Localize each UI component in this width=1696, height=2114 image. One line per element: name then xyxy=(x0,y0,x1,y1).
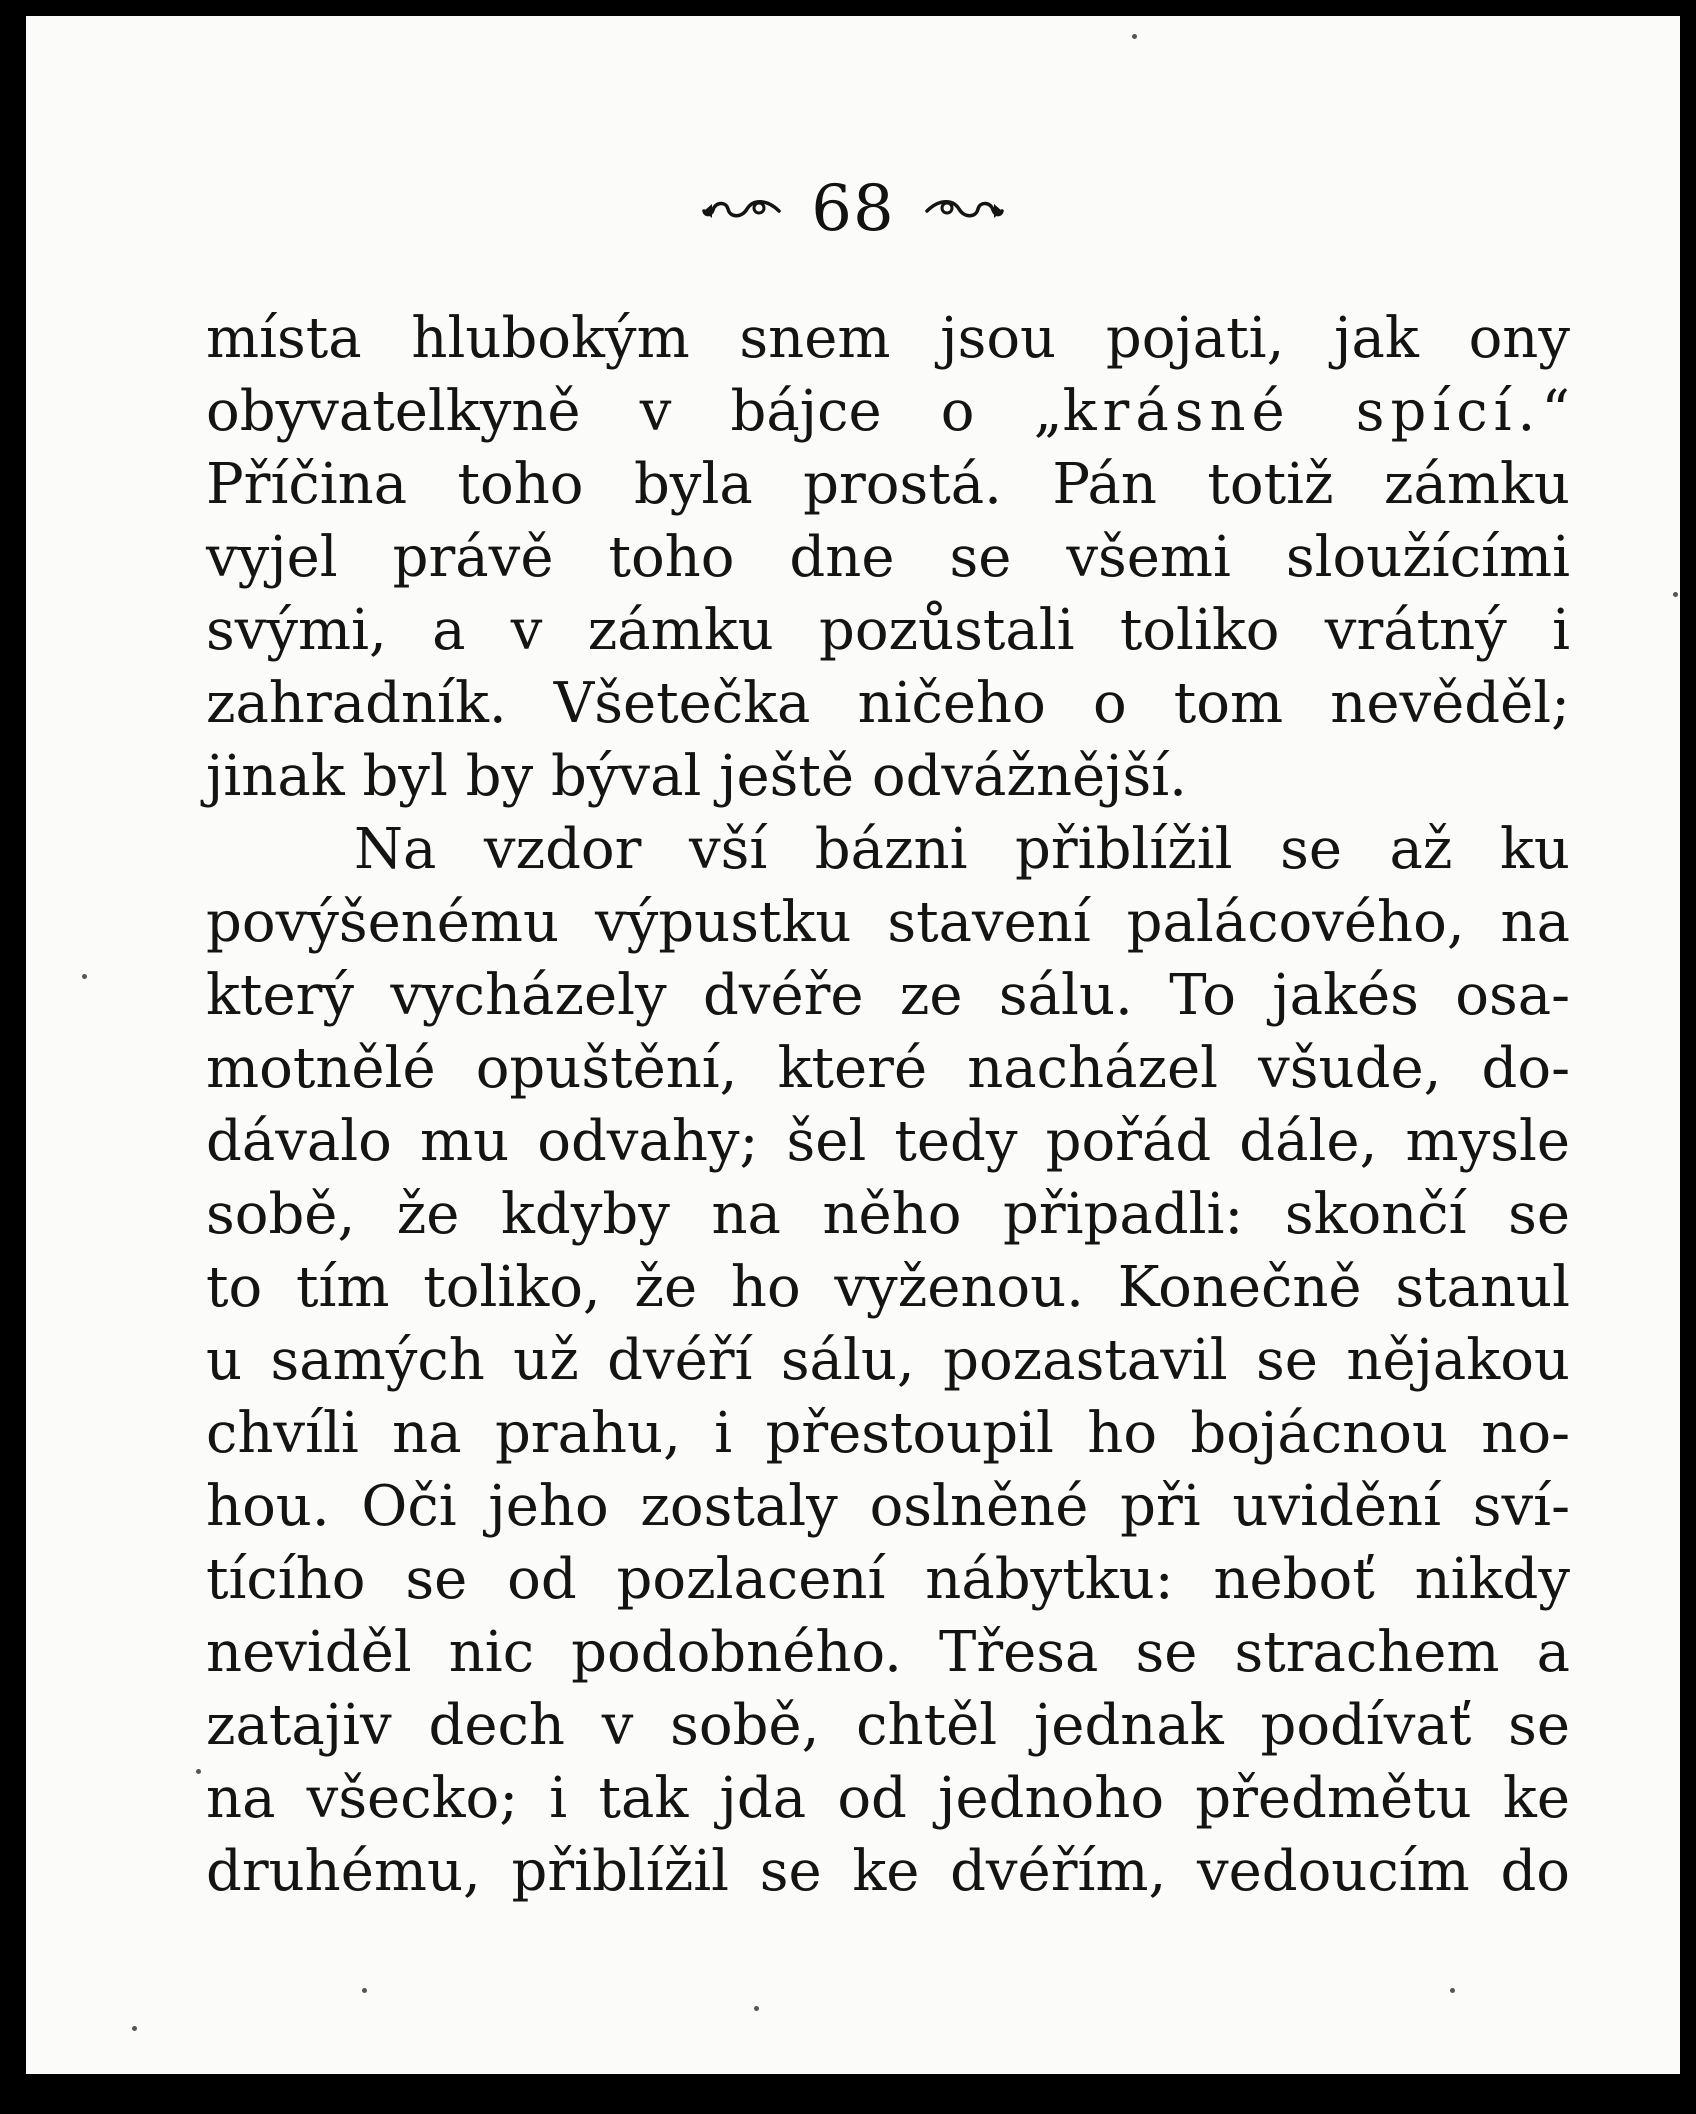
text-line: u samých už dvéří sálu, pozastavil se nějakou xyxy=(206,1328,1570,1393)
text-line: sobě, že kdyby na něho připadli: skončí se xyxy=(206,1182,1570,1247)
text-line: hou. Oči jeho zostaly oslněné při uvidění sví- xyxy=(206,1474,1570,1539)
right-scroll-ornament-icon xyxy=(923,194,1005,224)
book-page xyxy=(26,16,1680,2074)
text-line: jinak byl by býval ještě odvážnější. xyxy=(206,744,1187,809)
text-line: druhému, přiblížil se ke dvéřím, vedoucím do xyxy=(206,1839,1570,1904)
text-line: to tím toliko, že ho vyženou. Konečně stanul xyxy=(206,1255,1570,1320)
text-line: obyvatelkyně v bájce o „krásné spící.“ xyxy=(206,379,1570,444)
text-line: který vycházely dvéře ze sálu. To jakés osa- xyxy=(206,963,1570,1028)
page-number: 68 xyxy=(811,172,895,246)
text-line: místa hlubokým snem jsou pojati, jak ony xyxy=(206,306,1570,371)
text-line: svými, a v zámku pozůstali toliko vrátný i xyxy=(206,598,1570,663)
paper-speck xyxy=(1132,34,1137,39)
text-line: Příčina toho byla prostá. Pán totiž zámku xyxy=(206,452,1570,517)
text-line: chvíli na prahu, i přestoupil ho bojácnou no- xyxy=(206,1401,1570,1466)
paper-speck xyxy=(362,1988,367,1993)
text-line: tícího se od pozlacení nábytku: neboť nikdy xyxy=(206,1547,1570,1612)
body-text xyxy=(206,302,1570,1908)
paper-speck xyxy=(82,974,87,979)
paper-speck xyxy=(132,2026,137,2031)
text-line: dávalo mu odvahy; šel tedy pořád dále, mysle xyxy=(206,1109,1570,1174)
text-line: zatajiv dech v sobě, chtěl jednak podívať se xyxy=(206,1693,1570,1758)
paper-speck xyxy=(1450,1988,1455,1993)
paper-speck xyxy=(754,2006,759,2011)
spaced-title: krásné spící. xyxy=(1062,379,1542,444)
paper-speck xyxy=(1673,592,1678,597)
page-header xyxy=(26,154,1680,264)
paper-speck xyxy=(196,1769,201,1774)
text-line: zahradník. Všetečka ničeho o tom nevěděl; xyxy=(206,671,1570,736)
text-line: na všecko; i tak jda od jednoho předmětu ke xyxy=(206,1766,1570,1831)
text-line: povýšenému výpustku stavení palácového, na xyxy=(206,890,1570,955)
text-line: motnělé opuštění, které nacházel všude, do- xyxy=(206,1036,1570,1101)
text-line: Na vzdor vší bázni přiblížil se až ku xyxy=(354,817,1570,882)
text-line: vyjel právě toho dne se všemi sloužícími xyxy=(206,525,1570,590)
left-scroll-ornament-icon xyxy=(701,194,783,224)
text-line: neviděl nic podobného. Třesa se strachem a xyxy=(206,1620,1570,1685)
